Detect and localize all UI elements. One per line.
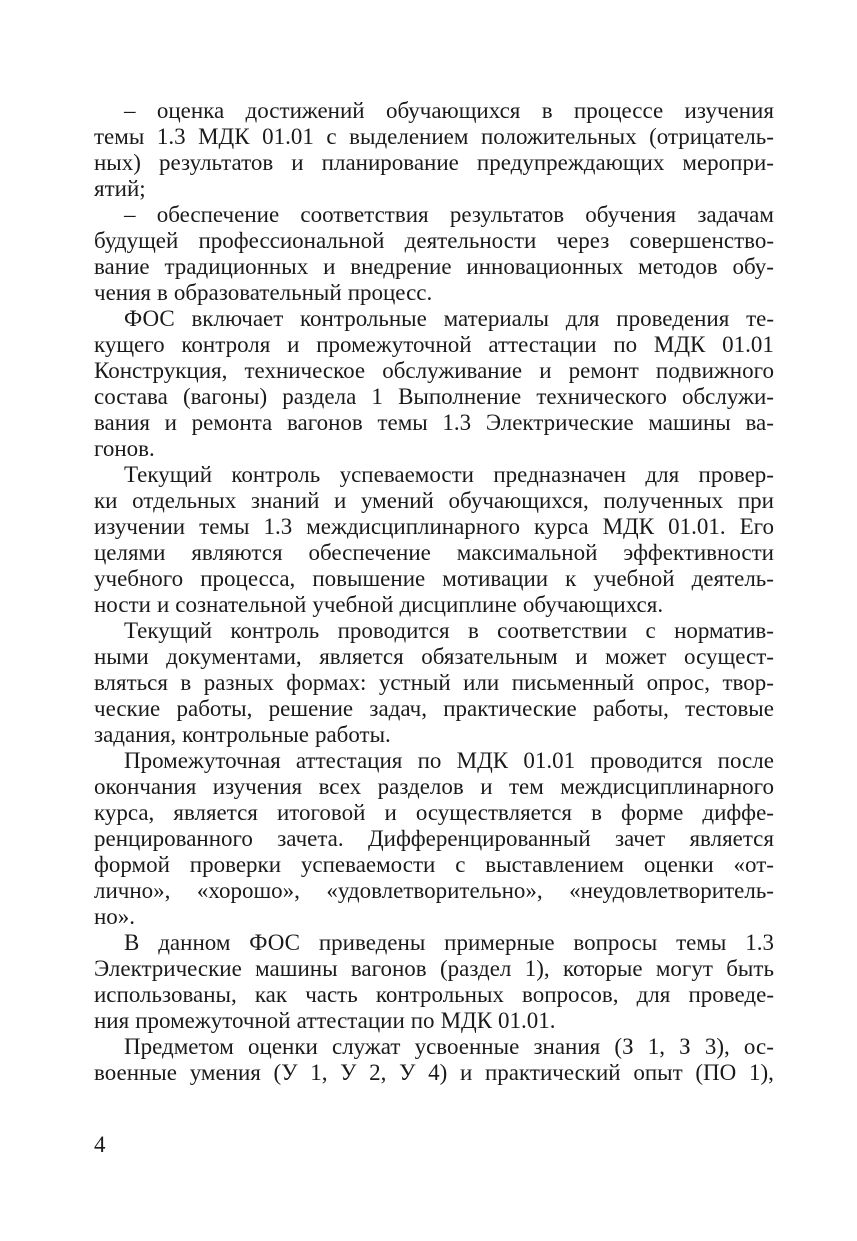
word: деятель- — [691, 566, 774, 591]
word: оценки — [643, 852, 714, 877]
word: служат — [331, 1034, 401, 1059]
word: лично», — [94, 878, 171, 903]
text-line — [94, 878, 774, 904]
word: обеспечение — [156, 202, 280, 227]
word: окончания — [94, 774, 197, 799]
word: предупреждающих — [476, 150, 665, 175]
word: результатов — [158, 150, 274, 175]
word: 2, — [369, 1060, 387, 1085]
word: – — [124, 98, 136, 123]
word: обеспечение — [308, 540, 431, 565]
paragraph — [94, 306, 774, 462]
word: осуществляется — [415, 800, 572, 825]
word: примерные — [444, 930, 555, 955]
word: (отрицатель- — [649, 124, 774, 149]
word: к — [565, 566, 577, 591]
word: положительных — [480, 124, 637, 149]
word: дисциплине — [399, 592, 517, 617]
text-line — [94, 514, 774, 540]
text-line — [94, 800, 774, 826]
word: проводится — [590, 748, 703, 773]
word: опрос, — [646, 670, 710, 695]
word: задачам — [697, 202, 774, 227]
text-line — [94, 852, 774, 878]
word: приведены — [318, 930, 426, 955]
word: проведения — [616, 306, 730, 331]
word: формой — [94, 852, 170, 877]
word: в — [467, 618, 479, 643]
word: является — [173, 800, 258, 825]
word: раздела — [282, 384, 357, 409]
word: но». — [94, 904, 136, 929]
word: 1.3 — [442, 410, 472, 435]
word: У — [399, 1060, 416, 1085]
word: В — [124, 930, 140, 955]
word: ос- — [743, 1034, 774, 1059]
word: Предметом — [124, 1034, 234, 1059]
word: письменный — [511, 670, 635, 695]
word: достижений — [245, 98, 365, 123]
word: кущего — [94, 332, 165, 357]
word: разных — [203, 670, 274, 695]
word: 01.01. — [668, 514, 726, 539]
paragraph — [94, 202, 774, 306]
word: тестовые — [685, 696, 774, 721]
word: осущест- — [684, 644, 774, 669]
text-line — [94, 228, 774, 254]
word: практический — [485, 1060, 621, 1085]
text-line — [94, 748, 774, 774]
word: с — [645, 618, 656, 643]
word: процесса, — [200, 566, 296, 591]
word: ными — [94, 644, 149, 669]
word: 1), — [524, 956, 550, 981]
word: машины — [648, 410, 731, 435]
text-line — [94, 670, 774, 696]
word: и — [164, 410, 177, 435]
word: по — [613, 332, 638, 357]
text-line — [94, 436, 774, 462]
word: вание — [94, 254, 150, 279]
word: как — [254, 982, 288, 1007]
word: будущей — [94, 228, 179, 253]
text-line — [94, 904, 774, 930]
text-line — [94, 1060, 774, 1086]
word: может — [605, 644, 667, 669]
word: обслужи- — [681, 384, 774, 409]
word: Промежуточная — [124, 748, 281, 773]
word: аттестация — [295, 748, 403, 773]
word: темы — [199, 514, 250, 539]
text-line — [94, 774, 774, 800]
word: для — [645, 462, 680, 487]
word: методов — [638, 254, 718, 279]
word: выделением — [349, 124, 469, 149]
word: вляться — [94, 670, 168, 695]
word: подвижного — [655, 358, 774, 383]
paragraph — [94, 618, 774, 748]
word: контроля — [181, 332, 271, 357]
word: для — [636, 982, 671, 1007]
text-line — [94, 280, 774, 306]
text-line — [94, 644, 774, 670]
word: ремонта — [191, 410, 273, 435]
word: военные — [94, 1060, 177, 1085]
word: 1.3 — [263, 514, 293, 539]
word: ренцированного — [94, 826, 253, 851]
word: образовательный — [173, 280, 342, 305]
word: ных) — [94, 150, 141, 175]
word: с — [326, 124, 337, 149]
word: соответствии — [497, 618, 628, 643]
word: часть — [305, 982, 358, 1007]
word: целями — [94, 540, 166, 565]
word: техническое — [244, 358, 366, 383]
word: и — [539, 358, 552, 383]
text-line — [94, 618, 774, 644]
word: «удовлетворительно», — [326, 878, 543, 903]
word: Электрические — [485, 410, 634, 435]
word: контрольных — [375, 982, 504, 1007]
word: обслуживание — [382, 358, 523, 383]
word: Его — [739, 514, 774, 539]
word: З — [679, 1034, 691, 1059]
word: темы — [377, 410, 428, 435]
word: тем — [508, 774, 544, 799]
word: ва- — [745, 410, 774, 435]
word: контроль — [230, 618, 320, 643]
word: ФОС — [124, 306, 175, 331]
word: выставлением — [485, 852, 624, 877]
word: использованы, — [94, 982, 237, 1007]
word: и — [480, 774, 493, 799]
word: по — [410, 1008, 435, 1033]
text-line — [94, 488, 774, 514]
word: эффективности — [623, 540, 774, 565]
word: и — [384, 800, 397, 825]
word: ятий; — [94, 176, 146, 201]
word: вания — [94, 410, 150, 435]
word: 1 — [371, 384, 383, 409]
word: работы, — [593, 696, 669, 721]
word: итоговой — [276, 800, 366, 825]
word: вопросов, — [522, 982, 619, 1007]
paragraph — [94, 748, 774, 930]
word: МДК — [198, 124, 250, 149]
word: материалы — [443, 306, 549, 331]
text-line — [94, 254, 774, 280]
word: технического — [536, 384, 667, 409]
word: твор- — [722, 670, 774, 695]
word: умений — [360, 488, 434, 513]
word: является — [689, 826, 774, 851]
text-line — [94, 176, 774, 202]
word: проводится — [337, 618, 450, 643]
word: при — [737, 488, 774, 513]
word: усвоенные — [414, 1034, 520, 1059]
word: учебной — [312, 592, 394, 617]
word: обучения — [585, 202, 677, 227]
word: ности — [94, 592, 151, 617]
text-line — [94, 982, 774, 1008]
word: формах: — [286, 670, 367, 695]
word: планирование — [321, 150, 459, 175]
word: данном — [158, 930, 231, 955]
word: «неудовлетворитель- — [569, 878, 774, 903]
word: 1, — [647, 1034, 665, 1059]
word: результатов — [449, 202, 565, 227]
text-line — [94, 462, 774, 488]
word: Выполнение — [398, 384, 522, 409]
word: контрольные — [300, 306, 427, 331]
word: изучения — [212, 774, 303, 799]
word: традиционных — [164, 254, 309, 279]
word: изучении — [94, 514, 186, 539]
word: и — [287, 332, 300, 357]
paragraph — [94, 1034, 774, 1086]
word: аттестации — [488, 332, 597, 357]
word: Дифференцированный — [367, 826, 591, 851]
word: инновационных — [466, 254, 624, 279]
word: успеваемости — [339, 462, 474, 487]
word: максимальной — [456, 540, 598, 565]
word: те- — [746, 306, 774, 331]
word: знания — [533, 1034, 601, 1059]
word: контроль — [231, 462, 321, 487]
word: соответствия — [300, 202, 429, 227]
word: процесс. — [347, 280, 433, 305]
word: профессиональной — [198, 228, 385, 253]
word: через — [556, 228, 610, 253]
text-line — [94, 1034, 774, 1060]
word: форме — [621, 800, 684, 825]
text-line — [94, 150, 774, 176]
word: междисциплинарного — [560, 774, 774, 799]
word: в — [541, 98, 553, 123]
word: сознательной — [175, 592, 307, 617]
word: являются — [191, 540, 283, 565]
word: темы — [676, 930, 727, 955]
text-line — [94, 696, 774, 722]
word: МДК — [440, 1008, 493, 1033]
word: междисциплинарного — [306, 514, 520, 539]
text-line — [94, 826, 774, 852]
text-line — [94, 722, 774, 748]
word: 1.3 — [156, 124, 186, 149]
word: (ПО — [695, 1060, 737, 1085]
text-line — [94, 592, 774, 618]
word: быть — [726, 956, 774, 981]
word: совершенство- — [629, 228, 774, 253]
word: ремонт — [568, 358, 639, 383]
text-line — [94, 98, 774, 124]
word: мотивации — [442, 566, 549, 591]
text-line — [94, 540, 774, 566]
word: провер- — [698, 462, 774, 487]
word: обучающихся, — [448, 488, 589, 513]
word: всех — [318, 774, 362, 799]
word: 01.01 — [722, 332, 774, 357]
word: (У — [273, 1060, 298, 1085]
word: ния — [94, 1008, 130, 1033]
word: МДК — [456, 748, 509, 773]
word: (вагоны) — [182, 384, 268, 409]
word: (раздел — [439, 956, 512, 981]
word: 01.01. — [498, 1008, 556, 1033]
word: и — [575, 644, 588, 669]
word: или — [463, 670, 500, 695]
word: промежуточной — [135, 1008, 291, 1033]
word: 4) — [428, 1060, 448, 1085]
word: умения — [189, 1060, 261, 1085]
text-line — [94, 410, 774, 436]
word: предназначен — [493, 462, 627, 487]
text-line — [94, 124, 774, 150]
word: Конструкция, — [94, 358, 228, 383]
word: устный — [378, 670, 451, 695]
word: решение — [268, 696, 354, 721]
word: и — [291, 150, 304, 175]
word: вопросы — [573, 930, 658, 955]
paragraph — [94, 930, 774, 1034]
word: чения — [94, 280, 151, 305]
word: 3), — [704, 1034, 730, 1059]
word: и — [334, 488, 347, 513]
text-line — [94, 956, 774, 982]
word: вагонов — [286, 410, 363, 435]
word: работы, — [176, 696, 253, 721]
word: аттестации — [296, 1008, 405, 1033]
word: промежуточной — [316, 332, 472, 357]
word: Электрические — [94, 956, 242, 981]
word: процессе — [573, 98, 664, 123]
word: разделов — [377, 774, 464, 799]
text-line — [94, 306, 774, 332]
word: успеваемости — [300, 852, 436, 877]
word: в — [156, 280, 168, 305]
word: Текущий — [124, 618, 213, 643]
text-line — [94, 384, 774, 410]
word: которые — [562, 956, 643, 981]
text-line — [94, 358, 774, 384]
word: 1, — [310, 1060, 328, 1085]
word: работы. — [314, 722, 391, 747]
word: документами, — [166, 644, 302, 669]
word: ческие — [94, 696, 161, 721]
word: включает — [191, 306, 284, 331]
word: «от- — [733, 852, 774, 877]
word: является — [319, 644, 404, 669]
word: с — [455, 852, 466, 877]
word: проведе- — [688, 982, 774, 1007]
text-line — [94, 1008, 774, 1034]
paragraph — [94, 462, 774, 618]
word: зачета. — [277, 826, 344, 851]
word: курса, — [94, 800, 155, 825]
word: и — [156, 592, 170, 617]
word: 1), — [748, 1060, 774, 1085]
paragraph — [94, 98, 774, 202]
word: контрольные — [182, 722, 309, 747]
word: Текущий — [124, 462, 213, 487]
word: обучающихся. — [522, 592, 664, 617]
word: МДК — [602, 514, 655, 539]
page-number: 4 — [94, 1132, 106, 1157]
word: в — [180, 670, 192, 695]
word: для — [565, 306, 600, 331]
word: отдельных — [132, 488, 237, 513]
word: повышение — [312, 566, 426, 591]
word: 01.01 — [262, 124, 314, 149]
word: проверки — [189, 852, 282, 877]
word: задач, — [369, 696, 427, 721]
word: (З — [614, 1034, 634, 1059]
word: практические — [443, 696, 577, 721]
word: задания, — [94, 722, 177, 747]
word: знаний — [250, 488, 320, 513]
word: норматив- — [674, 618, 774, 643]
word: темы — [94, 124, 145, 149]
word: «хорошо», — [196, 878, 300, 903]
word: обязательным — [421, 644, 558, 669]
word: деятельности — [404, 228, 537, 253]
word: учебного — [94, 566, 184, 591]
text-line — [94, 202, 774, 228]
word: в — [591, 800, 602, 825]
word: и — [323, 254, 336, 279]
word: после — [717, 748, 774, 773]
word: вагонов — [350, 956, 427, 981]
word: состава — [94, 384, 168, 409]
word: изучения — [684, 98, 774, 123]
word: 01.01 — [523, 748, 576, 773]
word: – — [124, 202, 136, 227]
word: учебной — [593, 566, 675, 591]
word: курса — [534, 514, 589, 539]
word: 1.3 — [745, 930, 774, 955]
word: обу- — [732, 254, 774, 279]
word: внедрение — [350, 254, 452, 279]
word: по — [417, 748, 442, 773]
word: гонов. — [94, 436, 155, 461]
word: ки — [94, 488, 118, 513]
word: опыт — [633, 1060, 683, 1085]
word: диффе- — [702, 800, 774, 825]
word: меропри- — [682, 150, 774, 175]
word: могут — [655, 956, 713, 981]
word: обучающихся — [385, 98, 521, 123]
text-line — [94, 930, 774, 956]
text-line — [94, 332, 774, 358]
text-line — [94, 566, 774, 592]
word: зачет — [614, 826, 666, 851]
word: оценка — [156, 98, 225, 123]
word: У — [340, 1060, 357, 1085]
word: полученных — [603, 488, 724, 513]
word: оценки — [248, 1034, 318, 1059]
word: ФОС — [249, 930, 300, 955]
body-text — [94, 98, 774, 1086]
word: и — [459, 1060, 473, 1085]
word: МДК — [653, 332, 706, 357]
word: машины — [255, 956, 338, 981]
